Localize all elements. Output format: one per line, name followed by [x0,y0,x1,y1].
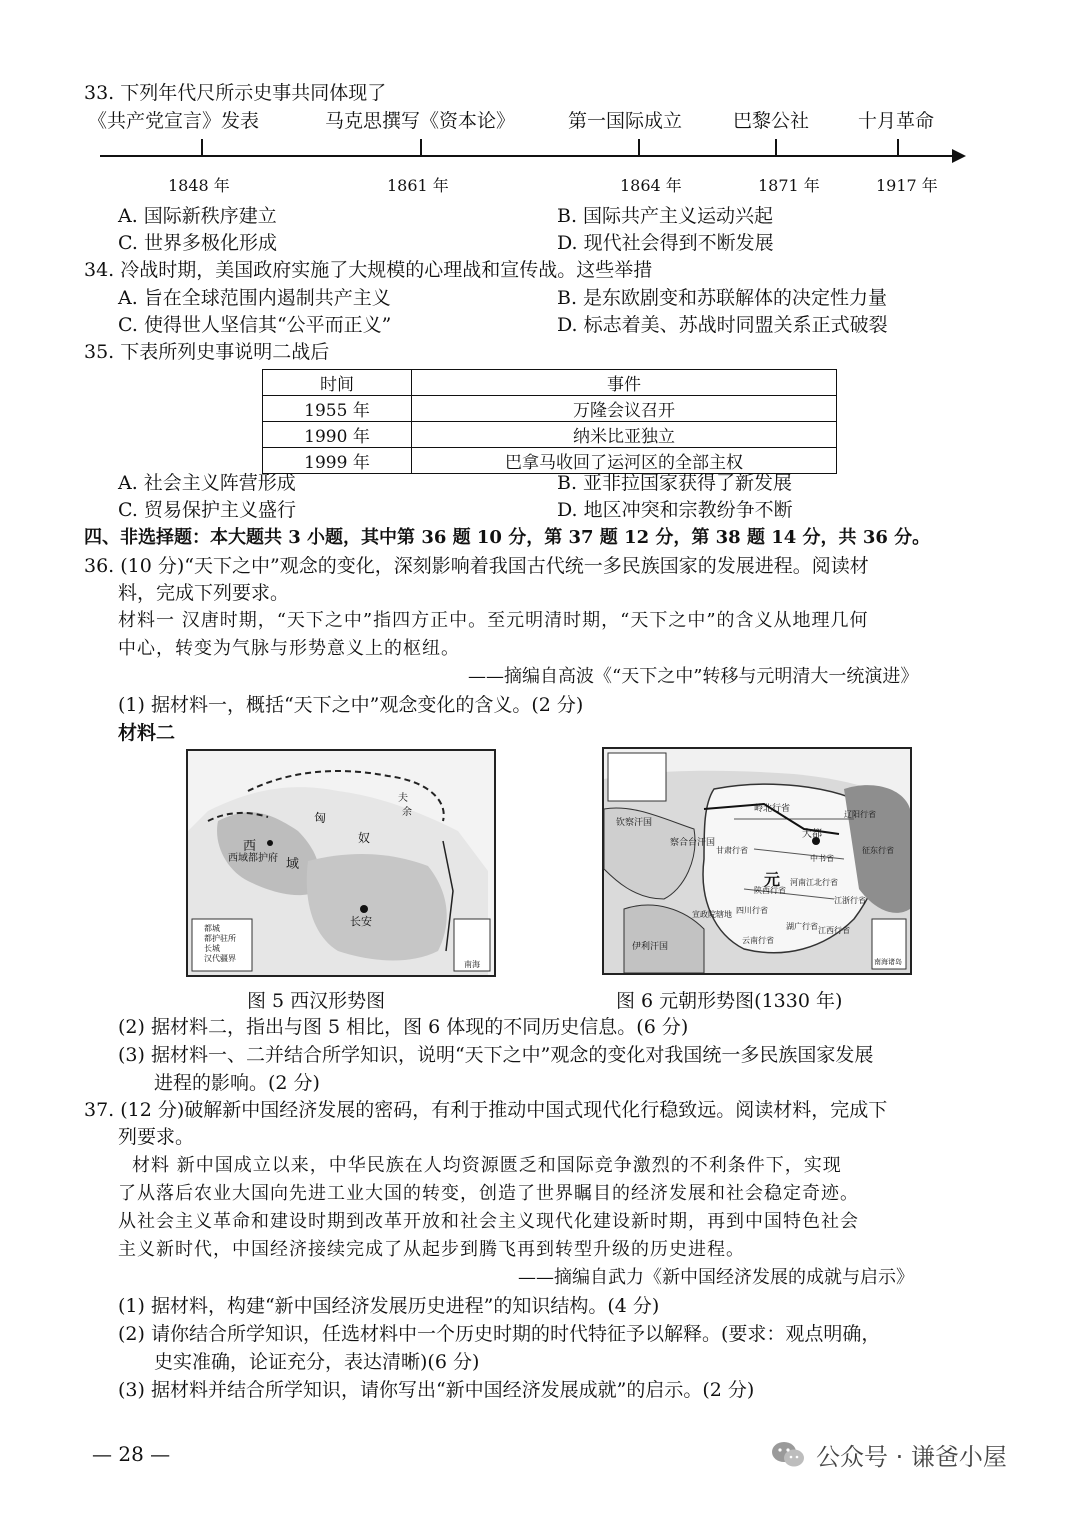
q36-sub3-cont: 进程的影响。(2 分) [154,1072,320,1094]
option-d: D. 现代社会得到不断发展 [557,232,774,254]
map-label: 伊利汗国 [632,942,669,952]
map-label: 江西行省 [818,926,850,935]
table-cell: 巴拿马收回了运河区的全部主权 [412,448,837,474]
q37-material-line: 了从落后农业大国向先进工业大国的转变，创造了世界瞩目的经济发展和社会稳定奇迹。 [118,1183,859,1204]
q36-material1-source: ——摘编自高波《“天下之中”转移与元明清大一统演进》 [468,666,919,687]
q36-sub1: (1) 据材料一，概括“天下之中”观念变化的含义。(2 分) [118,694,584,716]
watermark-text: 公众号 · 谦爸小屋 [816,1443,1007,1471]
map-label: 余 [402,807,412,818]
map-label: 江浙行省 [834,896,866,905]
q33-stem: 33. 下列年代尺所示史事共同体现了 [84,82,387,104]
table-header: 事件 [412,370,837,396]
q37-sub1: (1) 据材料，构建“新中国经济发展历史进程”的知识结构。(4 分) [118,1295,660,1317]
watermark [770,1437,1007,1472]
q37-stem-cont: 列要求。 [118,1126,195,1148]
option-b: B. 国际共产主义运动兴起 [557,205,774,227]
q37-sub2-cont: 史实准确，论证充分，表达清晰)(6 分) [154,1351,480,1373]
timeline-tick [775,139,777,157]
legend-label: 都城 [204,924,220,933]
option-c: C. 贸易保护主义盛行 [118,499,296,521]
q36-material2-label: 材料二 [118,722,176,744]
section-heading: 四、非选择题：本大题共 3 小题，其中第 36 题 10 分，第 37 题 12 分，第 38 题 14 分，共 36 分。 [84,527,931,548]
q34-stem: 34. 冷战时期，美国政府实施了大规模的心理战和宣传战。这些举措 [84,259,653,281]
map-label: 四川行省 [736,906,768,915]
map-label: 宣政院辖地 [692,910,732,919]
q36-sub3: (3) 据材料一、二并结合所学知识，说明“天下之中”观念的变化对我国统一多民族国家发展 [118,1044,874,1066]
map-label: 南海诸岛 [874,958,902,966]
option-c: C. 世界多极化形成 [118,232,277,254]
q37-material-line: 主义新时代，中国经济接续完成了从起步到腾飞再到转型升级的历史进程。 [118,1239,745,1260]
map-western-han [186,749,496,977]
q37-sub3: (3) 据材料并结合所学知识，请你写出“新中国经济发展成就”的启示。(2 分) [118,1379,755,1401]
table-header-row [263,370,837,396]
option-b: B. 是东欧剧变和苏联解体的决定性力量 [557,287,888,309]
figure-5-caption: 图 5 西汉形势图 [247,990,386,1012]
q36-stem: 36. (10 分)“天下之中”观念的变化，深刻影响着我国古代统一多民族国家的发展进程。阅读材 [84,555,869,577]
map-label: 征东行省 [862,846,894,855]
map-label: 元 [764,870,781,889]
table-cell: 1955 年 [263,396,412,422]
timeline-tick [897,139,899,157]
map-label: 南海 [464,960,480,969]
legend-label: 都护驻所 [204,934,236,943]
map-label: 辽阳行省 [844,810,876,819]
map-label: 西域都护府 [228,853,278,864]
timeline-event: 《共产党宣言》发表 [88,110,260,132]
map-label: 西 [243,839,257,854]
timeline-arrow [952,149,966,163]
map-label: 域 [286,857,300,872]
map-label: 岭北行省 [754,804,791,814]
option-a: A. 社会主义阵营形成 [118,472,296,494]
timeline-event: 十月革命 [858,110,935,132]
option-d: D. 标志着美、苏战时同盟关系正式破裂 [557,314,888,336]
map-label: 中书省 [810,854,834,863]
map-label: 奴 [358,831,371,845]
map-label: 云南行省 [742,936,774,945]
timeline-event: 马克思撰写《资本论》 [325,110,516,132]
q37-stem: 37. (12 分)破解新中国经济发展的密码，有利于推动中国式现代化行稳致远。阅读材料，完成下 [84,1099,888,1121]
q35-stem: 35. 下表所列史事说明二战后 [84,341,330,363]
q37-material-line: 从社会主义革命和建设时期到改革开放和社会主义现代化建设新时期，再到中国特色社会 [118,1211,859,1232]
timeline-tick [420,139,422,157]
map-label: 夫 [398,793,408,804]
map-label: 陕西行省 [754,886,786,895]
q36-sub2: (2) 据材料二，指出与图 5 相比，图 6 体现的不同历史信息。(6 分) [118,1016,689,1038]
table-row [263,422,837,448]
map-label: 长安 [350,915,372,928]
timeline-year: 1848 年 [168,176,230,195]
events-table [262,369,837,474]
table-header: 时间 [263,370,412,396]
option-d: D. 地区冲突和宗教纷争不断 [557,499,793,521]
map-label: 匈 [314,811,327,825]
timeline-year: 1864 年 [620,176,682,195]
q36-stem-cont: 料，完成下列要求。 [118,582,290,604]
q37-sub2: (2) 请你结合所学知识，任选材料中一个历史时期的时代特征予以解释。(要求：观点明确， [118,1323,881,1345]
page-number: — 28 — [92,1442,171,1466]
table-cell: 1990 年 [263,422,412,448]
table-cell: 1999 年 [263,448,412,474]
map-yuan-dynasty [602,747,912,975]
wechat-icon [770,1440,806,1470]
timeline-event: 第一国际成立 [568,110,683,132]
timeline-tick [201,139,203,157]
map-label: 钦察汗国 [616,818,653,828]
option-a: A. 国际新秩序建立 [118,205,277,227]
q36-material1: 材料一 汉唐时期，“天下之中”指四方正中。至元明清时期，“天下之中”的含义从地理几何 [118,610,869,631]
timeline-event: 巴黎公社 [733,110,810,132]
figure-6-caption: 图 6 元朝形势图(1330 年) [616,990,843,1012]
timeline-tick [638,139,640,157]
timeline-year: 1917 年 [876,176,938,195]
timeline-year: 1861 年 [387,176,449,195]
timeline-year: 1871 年 [758,176,820,195]
table-cell: 万隆会议召开 [412,396,837,422]
map-label: 大都 [802,829,822,840]
map-label: 甘肃行省 [716,846,748,855]
timeline-axis [100,155,955,157]
option-c: C. 使得世人坚信其“公平而正义” [118,314,392,336]
map-label: 湖广行省 [786,922,818,931]
option-b: B. 亚非拉国家获得了新发展 [557,472,793,494]
q37-material-line: 材料 新中国成立以来，中华民族在人均资源匮乏和国际竞争激烈的不利条件下，实现 [132,1155,842,1176]
q36-material1-cont: 中心，转变为气脉与形势意义上的枢纽。 [118,638,460,659]
legend-label: 长城 [204,944,220,953]
table-cell: 纳米比亚独立 [412,422,837,448]
legend-label: 汉代疆界 [204,954,236,963]
table-row [263,396,837,422]
option-a: A. 旨在全球范围内遏制共产主义 [118,287,391,309]
map-label: 察合台汗国 [670,838,716,848]
map-label: 河南江北行省 [790,878,838,887]
q37-material-source: ——摘编自武力《新中国经济发展的成就与启示》 [518,1267,914,1288]
